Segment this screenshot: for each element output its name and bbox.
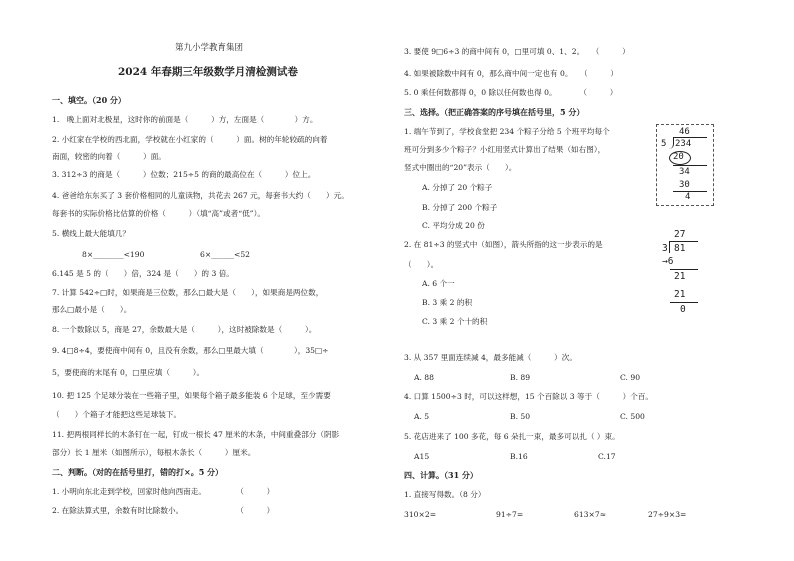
choice-3-option-b: B. 89 [510, 373, 531, 382]
fig1-divisor: 5 [661, 139, 667, 149]
fig2-remainder-1: 21 [674, 271, 686, 282]
section-fill-in-title: 一、填空。（20 分） [52, 95, 126, 105]
question-5: 5. 横线上最大能填几？ [52, 229, 131, 238]
fig2-quotient: 27 [674, 229, 686, 240]
choice-5: 5. 花店进来了 100 多花，每 6 朵扎一束，最多可以扎（ ）束。 [404, 432, 620, 441]
choice-3-option-c: C. 90 [620, 373, 641, 382]
fig1-dividend: 234 [675, 139, 692, 149]
section-choice-title: 三、选择。（把正确答案的序号填在括号里，5 分） [404, 107, 585, 117]
calc-item-3: 613×7≈ [574, 510, 607, 519]
exam-title: 2024 年春期三年级数学月清检测试卷 [118, 66, 298, 78]
fig1-remainder-3: 4 [685, 192, 691, 202]
question-2b: 南面，较密的向着（ ）面。 [52, 152, 166, 161]
fig1-circled-value: 20 [673, 152, 684, 162]
section-calc-title: 四、计算。（31 分） [404, 470, 478, 480]
fig2-arrow-step: →6 [662, 256, 674, 267]
division-figure-2 [664, 230, 704, 322]
choice-1-option-b: B. 分掉了 200 个粽子 [422, 203, 498, 212]
choice-4-option-a: A. 5 [414, 412, 430, 421]
fig2-remainder-3: 0 [680, 304, 686, 315]
fig2-remainder-2: 21 [674, 289, 686, 300]
judge-3: 3. 要使 9□6÷3 的商中间有 0，□里可填 0、1、2。 （ ） [404, 47, 630, 56]
question-10a: 10. 把 125 个足球分装在一些箱子里，如果每个箱子最多能装 6 个足球，至少需要 [52, 391, 331, 400]
judge-5: 5. 0 乘任何数都得 0，0 除以任何数也得 0。 （ ） [404, 88, 618, 97]
choice-5-option-b: B.16 [510, 452, 528, 461]
choice-5-option-c: C.17 [598, 452, 616, 461]
fig2-dividend: 81 [674, 243, 686, 254]
section-judge-title: 二、判断。（对的在括号里打，错的打×。5 分） [52, 467, 224, 477]
choice-3: 3. 从 357 里面连续减 4，最多能减（ ）次。 [404, 353, 577, 362]
choice-2-option-c: C. 3 乘 2 个十的积 [422, 317, 488, 326]
school-name: 第九小学教育集团 [175, 43, 244, 53]
calc-item-4: 27÷9×3= [648, 510, 687, 519]
question-9: 9. 4□8÷4，要使商中间有 0，且没有余数，那么□里最大填（ ），35□÷ [52, 346, 329, 355]
question-8: 8. 一个数除以 5，商是 27，余数最大是（ ），这时被除数是（ ）。 [52, 325, 317, 334]
calc-item-2: 91÷7= [496, 510, 524, 519]
choice-1-option-a: A. 分掉了 20 个粽子 [422, 183, 493, 192]
division-figure-1 [656, 124, 714, 206]
question-5-a: 8×________<190 [82, 250, 145, 259]
fig1-remainder-2: 30 [679, 180, 690, 190]
question-10b: （ ）个箱子才能把这些足球装下。 [52, 410, 182, 419]
choice-1a: 1. 端午节到了，学校食堂把 234 个粽子分给 5 个班平均每个 [404, 127, 610, 136]
choice-2a: 2. 在 81÷3 的竖式中（如图），箭头所指的这一步表示的是 [404, 240, 603, 249]
choice-4-option-b: B. 50 [510, 412, 531, 421]
choice-1c: 竖式中圈出的“20”表示（ ）。 [404, 163, 517, 172]
question-6: 6.145 是 5 的（ ）倍，324 是（ ）的 3 倍。 [52, 269, 234, 278]
question-3: 3. 312÷3 的商是（ ）位数；215÷5 的商的最高位在（ ）位上。 [52, 170, 316, 179]
question-7b: 那么□最小是（ ）。 [52, 305, 132, 314]
judge-4: 4. 如果被除数中间有 0，那么商中间一定也有 0。 （ ） [404, 69, 618, 78]
question-4b: 每套书的实际价格比估算的价格（ ）（填“高”或者“低”）。 [52, 209, 265, 218]
choice-2-option-a: A. 6 个一 [422, 279, 455, 288]
judge-1: 1. 小明向东北走到学校，回家时他向西南走。 （ ） [52, 487, 275, 496]
question-7a: 7. 计算 542÷□时，如果商是三位数，那么□最大是（ ），如果商是两位数， [52, 288, 324, 297]
choice-1-option-c: C. 平均分成 20 份 [422, 221, 485, 230]
question-11b: 部分）长 1 厘米（如图所示），每根木条长（ ）厘米。 [52, 448, 256, 457]
question-5-b: 6×______<52 [200, 250, 251, 259]
choice-2b: （ ）。 [404, 260, 439, 269]
choice-3-option-a: A. 88 [414, 373, 434, 382]
question-2a: 2. 小红家在学校的西北面，学校就在小红家的（ ）面。树的年轮较疏的向着 [52, 135, 328, 144]
fig1-quotient: 46 [679, 127, 690, 137]
choice-4-option-c: C. 500 [620, 412, 645, 421]
calc-subtitle: 1. 直接写得数。（8 分） [404, 490, 486, 499]
choice-2-option-b: B. 3 乘 2 的积 [422, 298, 473, 307]
question-1: 1. 晚上面对北极星，这时你的前面是（ ）方，左面是（ ）方。 [52, 115, 318, 124]
choice-1b: 班可分到多少个粽子？小红用竖式计算出了结果（如右图）， [404, 145, 606, 154]
question-9-cont: 5，要使商的末尾有 0，□里应填（ ）。 [52, 368, 205, 377]
choice-4: 4. 口算 1500÷3 时，可以这样想，15 个百除以 3 等于（ ）个百。 [404, 392, 653, 401]
calc-item-1: 310×2= [404, 510, 437, 519]
choice-5-option-a: A15 [414, 452, 430, 461]
judge-2: 2. 在除法算式里，余数有时比除数小。 （ ） [52, 506, 275, 515]
fig2-divisor: 3 [662, 243, 668, 254]
question-4a: 4. 爸爸给东东买了 3 套价格相同的儿童读物，共花去 267 元，每套书大约（ ）元。 [52, 191, 349, 200]
question-11a: 11. 把两根同样长的木条钉在一起，钉成一根长 47 厘米的木条，中间重叠部分（阴影 [52, 430, 340, 439]
fig1-remainder-1: 34 [679, 167, 690, 177]
